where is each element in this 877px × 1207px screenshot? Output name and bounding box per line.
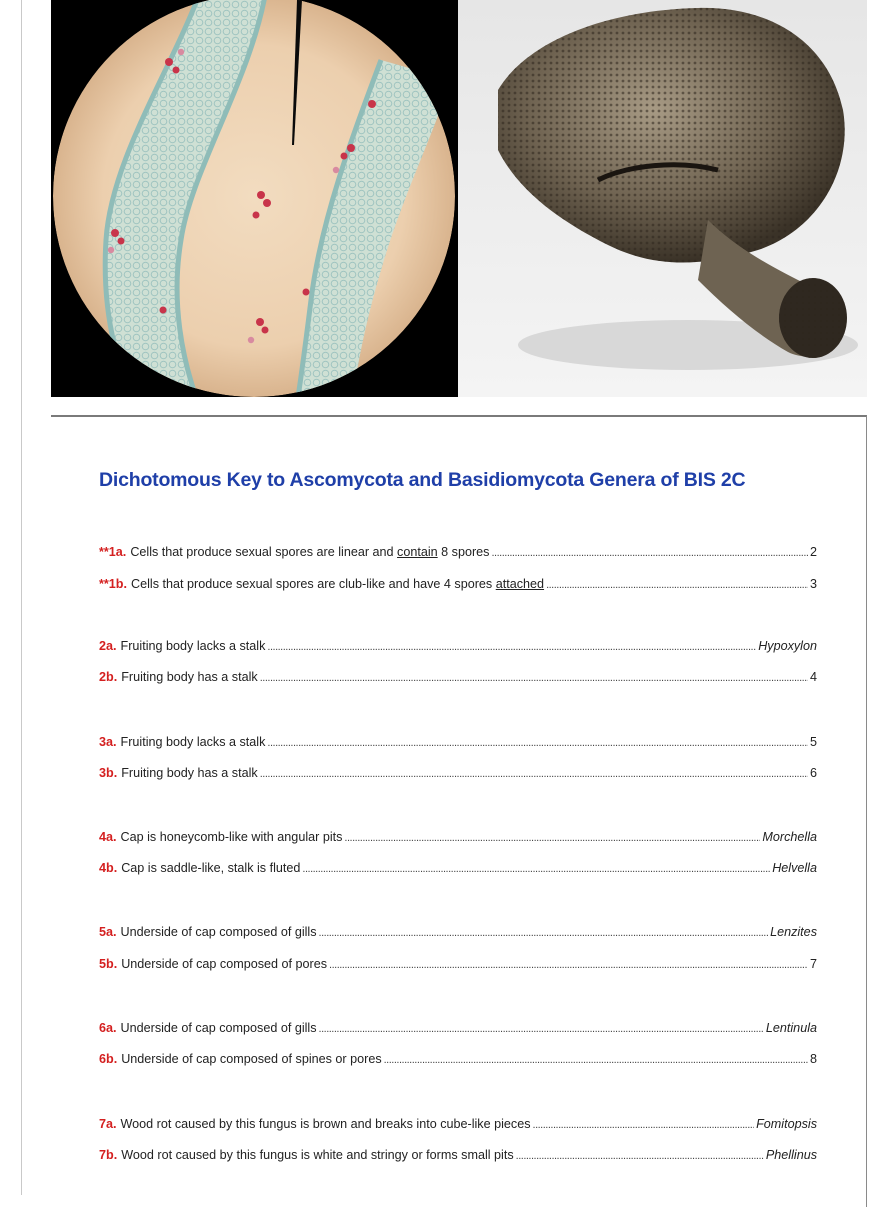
mushroom-specimen-image	[458, 0, 867, 397]
dot-leader	[546, 579, 808, 591]
dot-leader	[329, 959, 808, 971]
couplet-text: Cells that produce sexual spores are club-like and have 4 spores attached	[131, 577, 545, 591]
couplet-result: 5	[809, 735, 817, 749]
dot-leader	[260, 672, 808, 684]
couplet-result: 6	[809, 766, 817, 780]
dot-leader	[319, 927, 769, 939]
couplet-7a	[99, 1117, 817, 1135]
couplet-id: 3a.	[99, 735, 117, 749]
couplet-5b	[99, 957, 817, 975]
couplet-result-genus: Phellinus	[765, 1148, 817, 1162]
key-title: Dichotomous Key to Ascomycota and Basidiomycota Genera of BIS 2C	[99, 469, 746, 491]
dot-leader	[302, 863, 770, 875]
dichotomous-key-page	[51, 415, 867, 1207]
couplet-text: Fruiting body has a stalk	[121, 670, 258, 684]
couplet-result: 4	[809, 670, 817, 684]
couplet-id: **1b.	[99, 577, 127, 591]
couplet-text: Wood rot caused by this fungus is white and stringy or forms small pits	[121, 1148, 514, 1162]
couplet-result: 8	[809, 1052, 817, 1066]
couplet-text: Fruiting body lacks a stalk	[120, 639, 266, 653]
underlined-word: attached	[495, 577, 545, 591]
couplet-id: 6b.	[99, 1052, 118, 1066]
couplet-2b	[99, 670, 817, 688]
couplet-id: 2a.	[99, 639, 117, 653]
dot-leader	[267, 737, 808, 749]
dot-leader	[533, 1119, 755, 1131]
couplet-6a	[99, 1021, 817, 1039]
couplet-1a	[99, 545, 817, 563]
couplet-6b	[99, 1052, 817, 1070]
couplet-4b	[99, 861, 817, 879]
dot-leader	[344, 832, 760, 844]
couplet-id: 3b.	[99, 766, 118, 780]
couplet-text: Fruiting body has a stalk	[121, 766, 258, 780]
micrograph-image	[51, 0, 458, 397]
dot-leader	[384, 1054, 808, 1066]
couplet-id: 6a.	[99, 1021, 117, 1035]
page-margin-rule	[21, 0, 22, 1195]
dot-leader	[516, 1150, 764, 1162]
couplet-text: Cap is saddle-like, stalk is fluted	[121, 861, 301, 875]
couplet-result-genus: Helvella	[772, 861, 817, 875]
couplet-7b	[99, 1148, 817, 1166]
dot-leader	[491, 547, 808, 559]
dot-leader	[267, 641, 756, 653]
dot-leader	[260, 768, 808, 780]
couplet-id: 4a.	[99, 830, 117, 844]
couplet-id: 7a.	[99, 1117, 117, 1131]
couplet-text: Cap is honeycomb-like with angular pits	[120, 830, 343, 844]
couplet-result-genus: Lentinula	[765, 1021, 817, 1035]
couplet-id: 7b.	[99, 1148, 118, 1162]
couplet-result-genus: Fomitopsis	[756, 1117, 817, 1131]
couplet-3a	[99, 735, 817, 753]
couplet-id: 4b.	[99, 861, 118, 875]
couplet-text: Underside of cap composed of gills	[120, 1021, 317, 1035]
couplet-id: 5b.	[99, 957, 118, 971]
underlined-word: contain	[397, 545, 438, 559]
couplet-result-genus: Morchella	[762, 830, 817, 844]
couplet-3b	[99, 766, 817, 784]
photo-row	[51, 0, 867, 397]
couplet-result-genus: Lenzites	[770, 925, 817, 939]
dot-leader	[319, 1023, 764, 1035]
couplet-5a	[99, 925, 817, 943]
couplet-text: Wood rot caused by this fungus is brown and breaks into cube-like pieces	[120, 1117, 531, 1131]
couplet-text: Cells that produce sexual spores are linear and contain 8 spores	[130, 545, 490, 559]
couplet-text: Underside of cap composed of gills	[120, 925, 317, 939]
couplet-result: 2	[809, 545, 817, 559]
couplet-id: **1a.	[99, 545, 127, 559]
couplet-result: 3	[809, 577, 817, 591]
couplet-4a	[99, 830, 817, 848]
couplet-result-genus: Hypoxylon	[758, 639, 817, 653]
couplet-id: 2b.	[99, 670, 118, 684]
couplet-id: 5a.	[99, 925, 117, 939]
couplet-result: 7	[809, 957, 817, 971]
couplet-1b	[99, 577, 817, 595]
couplet-2a	[99, 639, 817, 657]
couplet-text: Fruiting body lacks a stalk	[120, 735, 266, 749]
couplet-text: Underside of cap composed of pores	[121, 957, 328, 971]
couplet-text: Underside of cap composed of spines or pores	[121, 1052, 382, 1066]
